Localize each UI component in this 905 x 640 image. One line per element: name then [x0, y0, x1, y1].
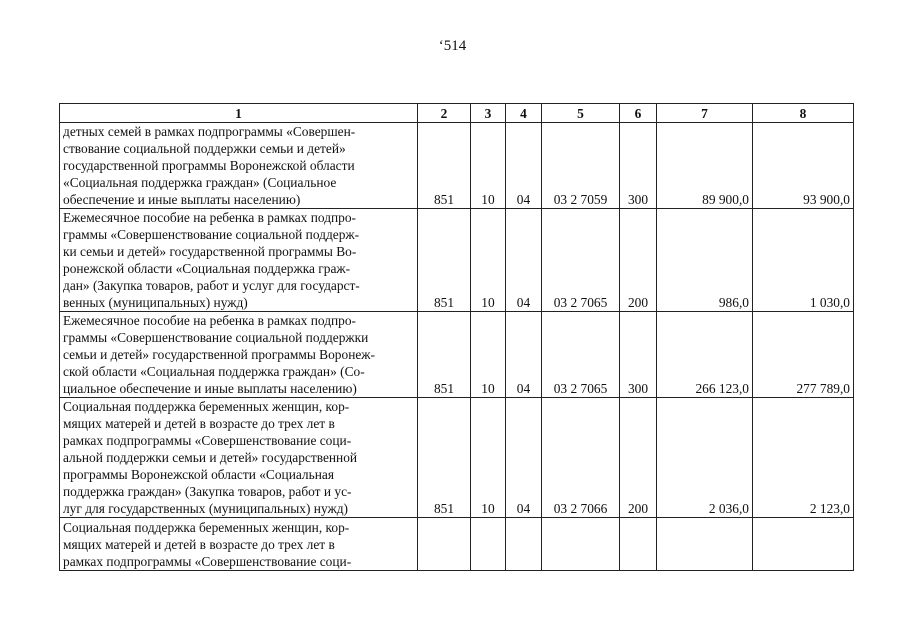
section-code: 10	[471, 123, 506, 209]
amount-year-2: 93 900,0	[753, 123, 854, 209]
row-description: Социальная поддержка беременных женщин, кор- мящих матерей и детей в возрасте до трех лет в рамках подпрограммы «Совершенствование соци- альной поддержки семьи и детей» государственной программы Воронежской области «Социальная поддержка граждан» (Закупка товаров, работ и ус- луг для государственных (муниципальных) нужд)	[60, 398, 418, 518]
amount-year-2: 1 030,0	[753, 209, 854, 312]
expense-type-code: 300	[620, 123, 657, 209]
subsection-code: 04	[506, 398, 542, 518]
ministry-code: 851	[418, 123, 471, 209]
section-code: 10	[471, 312, 506, 398]
target-article-code: 03 2 7065	[542, 312, 620, 398]
target-article-code: 03 2 7066	[542, 398, 620, 518]
subsection-code: 04	[506, 312, 542, 398]
amount-year-2: 277 789,0	[753, 312, 854, 398]
amount-year-1: 266 123,0	[657, 312, 753, 398]
amount-year-1: 89 900,0	[657, 123, 753, 209]
section-code: 10	[471, 209, 506, 312]
header-cell: 3	[471, 104, 506, 123]
ministry-code: 851	[418, 398, 471, 518]
header-cell: 8	[753, 104, 854, 123]
amount-year-1	[657, 518, 753, 571]
section-code: 10	[471, 398, 506, 518]
header-cell: 4	[506, 104, 542, 123]
row-description: Ежемесячное пособие на ребенка в рамках подпро- граммы «Совершенствование социальной поддерж- ки семьи и детей» государственной программы Во- ронежской области «Социальная поддержка граж- дан» (Закупка товаров, работ и услуг для государст- венных (муниципальных) нужд)	[60, 209, 418, 312]
subsection-code: 04	[506, 209, 542, 312]
table-row	[60, 123, 854, 209]
page-number: ‘514	[438, 38, 467, 54]
amount-year-2	[753, 518, 854, 571]
target-article-code: 03 2 7065	[542, 209, 620, 312]
amount-year-1: 2 036,0	[657, 398, 753, 518]
expense-type-code: 300	[620, 312, 657, 398]
header-cell: 6	[620, 104, 657, 123]
expense-type-code: 200	[620, 209, 657, 312]
table-row	[60, 398, 854, 518]
ministry-code	[418, 518, 471, 571]
table-header-row	[60, 104, 854, 123]
amount-year-1: 986,0	[657, 209, 753, 312]
target-article-code	[542, 518, 620, 571]
subsection-code	[506, 518, 542, 571]
header-cell: 7	[657, 104, 753, 123]
table-row	[60, 518, 854, 571]
header-cell: 1	[60, 104, 418, 123]
subsection-code: 04	[506, 123, 542, 209]
expense-type-code	[620, 518, 657, 571]
ministry-code: 851	[418, 312, 471, 398]
row-description: Социальная поддержка беременных женщин, кор- мящих матерей и детей в возрасте до трех лет в рамках подпрограммы «Совершенствование соци-	[60, 518, 418, 571]
header-cell: 2	[418, 104, 471, 123]
ministry-code: 851	[418, 209, 471, 312]
row-description: детных семей в рамках подпрограммы «Совершен- ствование социальной поддержки семьи и детей» государственной программы Воронежской области «Социальная поддержка граждан» (Социальное обеспечение и иные выплаты населению)	[60, 123, 418, 209]
table-row	[60, 312, 854, 398]
target-article-code: 03 2 7059	[542, 123, 620, 209]
header-cell: 5	[542, 104, 620, 123]
expense-type-code: 200	[620, 398, 657, 518]
row-description: Ежемесячное пособие на ребенка в рамках подпро- граммы «Совершенствование социальной поддержки семьи и детей» государственной программы Воронеж- ской области «Социальная поддержка граждан» (Со- циальное обеспечение и иные выплаты населению)	[60, 312, 418, 398]
budget-table	[59, 103, 854, 571]
amount-year-2: 2 123,0	[753, 398, 854, 518]
section-code	[471, 518, 506, 571]
table-row	[60, 209, 854, 312]
